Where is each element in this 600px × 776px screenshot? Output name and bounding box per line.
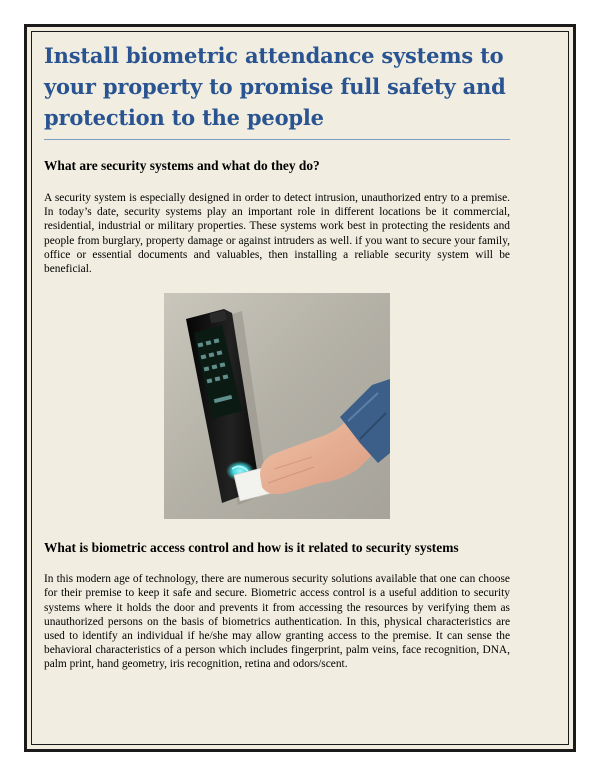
section-heading-security-systems: What are security systems and what do they do?	[44, 158, 320, 173]
biometric-card-reader-photo-icon	[164, 293, 390, 519]
title-divider	[44, 139, 510, 140]
section-heading-biometric-access: What is biometric access control and how is it related to security systems	[44, 540, 459, 556]
document-title: Install biometric attendance systems to your property to promise full safety and protection to the people	[44, 43, 506, 130]
document-content	[44, 40, 510, 672]
section-body-security-systems: A security system is especially designed in order to detect intrusion, unauthorized entry to a premise. In today’s date, security systems play an important role in different locations be it commercial, residential, industrial or military properties. These systems work best in protecting the residents and people from burglary, property damage or against intruders as well. if you want to secure your family, office or essential documents and valuables, then installing a reliable security system will be beneficial.	[44, 192, 510, 276]
section-body-biometric-access: In this modern age of technology, there are numerous security solutions available that one can choose for their premise to keep it safe and secure. Biometric access control is a useful addition to security systems where it holds the door and prevents it from accessing the resources by verifying them as unauthorized persons on the basis of biometrics authentication. In this, physical characteristics are used to identify an individual if he/she may allow granting access to the premise. It can sense the behavioral characteristics of a person which includes fingerprint, palm veins, face recognition, DNA, palm print, hand geometry, iris recognition, retina and odors/scent.	[44, 573, 510, 671]
biometric-reader-photo	[164, 293, 390, 519]
